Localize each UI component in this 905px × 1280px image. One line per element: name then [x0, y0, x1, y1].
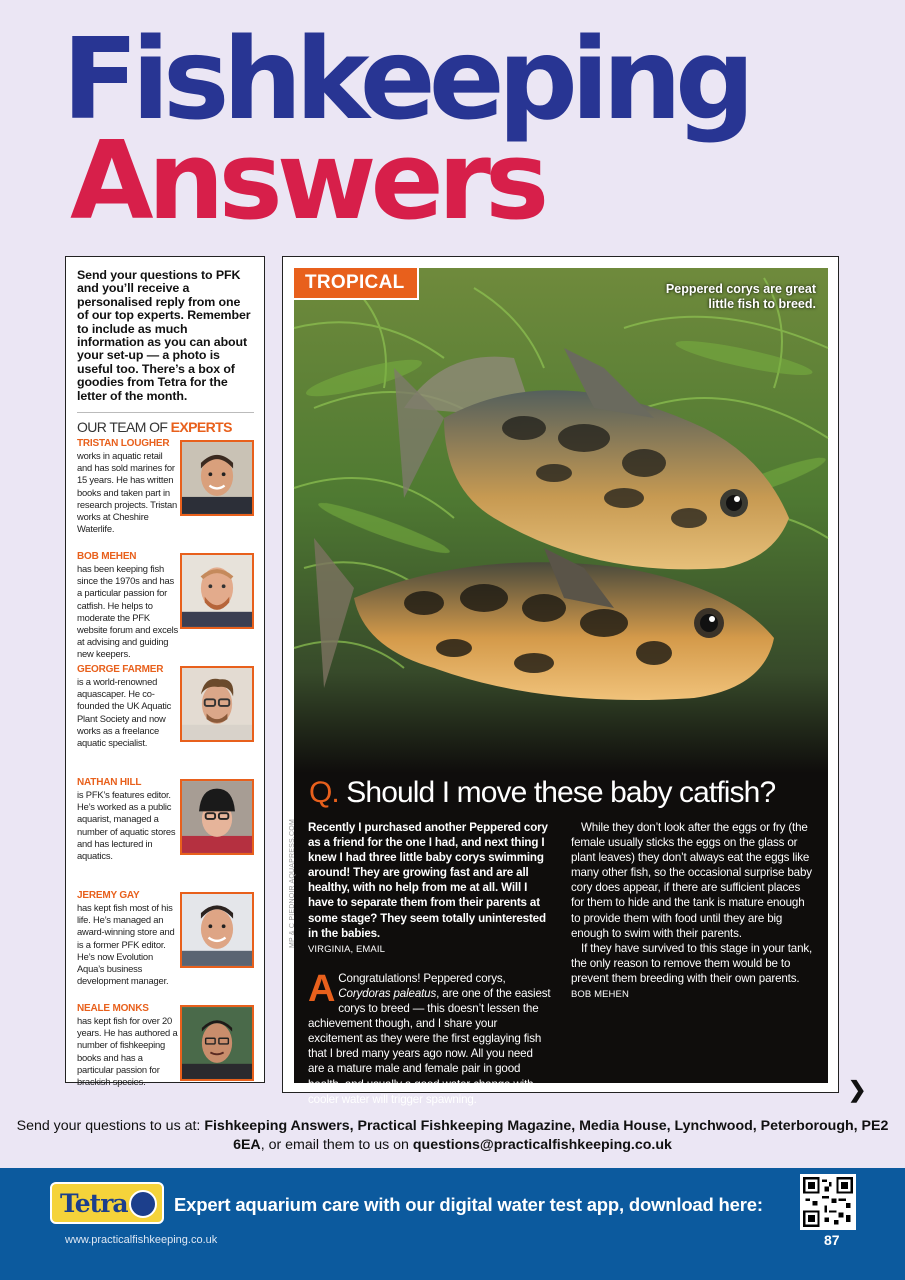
team-heading-prefix: OUR TEAM OF [77, 419, 171, 436]
question-title [309, 776, 775, 810]
answer-author: BOB MEHEN [571, 989, 629, 1001]
photo-caption: Peppered corys are great little fish to breed. [665, 282, 816, 311]
question-q-letter: Q. [309, 776, 339, 809]
expert-card [77, 664, 254, 774]
expert-card [77, 438, 254, 548]
answer-p1-end: , are one of the easiest corys to breed — this doesn’t lessen the achievement though, and I share your excitement as they were the first egglaying fish that I bred many years ago now. All you need are a mature male and female pair in good health, and usually a good water change with cooler water will trigger spawning. [308, 986, 551, 1106]
photo-credit: MP & C PIEDNOIR AQUAPRESS.COM [289, 819, 296, 948]
tetra-banner[interactable] [0, 1168, 905, 1280]
answer-paragraph-1 [308, 967, 552, 1107]
expert-name: NEALE MONKS [77, 1003, 149, 1015]
submission-address [0, 1117, 905, 1155]
article-inner [289, 268, 828, 1106]
corydoras-photo [294, 268, 828, 773]
masthead-title-line2: Answers [70, 119, 544, 244]
expert-bio: has kept fish for over 20 years. He has authored a number of fishkeeping books and has a particular passion for brackish species. [77, 1015, 178, 1088]
article-column-right [571, 820, 815, 1002]
article-panel [282, 256, 839, 1106]
sidebar-intro: Send your questions to PFK and you’ll receive a personalised reply from one of our top experts. Remember to include as much information as you can about your set-up — a photo is useful too. There’s a box of goodies from Tetra for the letter of the month. [77, 268, 251, 403]
expert-photo [180, 666, 254, 742]
expert-photo [180, 779, 254, 855]
expert-card [77, 890, 254, 1000]
footer-email[interactable]: questions@practicalfishkeeping.co.uk [412, 1137, 672, 1153]
page-number: 87 [824, 1232, 840, 1248]
banner-slogan: Expert aquarium care with our digital water test app, download here: [174, 1194, 763, 1215]
team-heading [77, 412, 254, 435]
expert-card [77, 777, 254, 887]
expert-bio: works in aquatic retail and has sold marines for 15 years. He has written books and taken part in research projects. Tristan works at Cheshire Waterlife. [77, 450, 178, 535]
expert-name: NATHAN HILL [77, 777, 142, 789]
expert-bio: has been keeping fish since the 1970s and has a particular passion for catfish. He helps to moderate the PFK website forum and excels at advising and guiding new keepers. [77, 563, 178, 660]
question-title-text: Should I move these baby catfish? [338, 776, 776, 809]
footer-lead: Send your questions to us at: [16, 1118, 205, 1134]
answer-p1-start: Congratulations! Peppered corys, [338, 971, 506, 985]
expert-card [77, 1003, 254, 1113]
answer-paragraph-2: While they don’t look after the eggs or fry (the female usually sticks the eggs on the glass or plant leaves) they don’t always eat the eggs like many other fish, so the occasional surprise baby cory does appear, if there are sufficient places for them to hide and the tank is mature enough to provide them with food until they are big enough to swim with their parents. [571, 821, 812, 940]
team-heading-highlight: EXPERTS [170, 419, 232, 436]
expert-card [77, 551, 254, 661]
answer-species-name: Corydoras paleatus [338, 986, 437, 1000]
qr-code-icon[interactable] [800, 1174, 856, 1230]
masthead-title-line1: Fishkeeping [62, 15, 749, 145]
website-url[interactable]: www.practicalfishkeeping.co.uk [65, 1234, 218, 1246]
expert-bio: has kept fish most of his life. He’s managed an award-winning store and is a former PFK editor. He’s now Evolution Aqua’s business development manager. [77, 902, 175, 987]
expert-bio: is a world-renowned aquascaper. He co-founded the UK Aquatic Plant Society and now works as a freelance aquatic specialist. [77, 676, 172, 749]
expert-name: GEORGE FARMER [77, 664, 164, 676]
footer-address: Fishkeeping Answers, Practical Fishkeeping Magazine, Media House, Lynchwood, Peterborough, PE2 6EA [204, 1118, 889, 1153]
expert-photo [180, 892, 254, 968]
experts-sidebar [65, 256, 265, 1088]
expert-photo [180, 553, 254, 629]
footer-mid: , or email them to us on [260, 1137, 413, 1153]
expert-photo [180, 1005, 254, 1081]
tetra-logo-text: Tetra [60, 1189, 128, 1218]
expert-name: BOB MEHEN [77, 551, 137, 563]
expert-photo [180, 440, 254, 516]
masthead [0, 0, 905, 250]
expert-name: TRISTAN LOUGHER [77, 438, 170, 450]
next-page-arrow-icon[interactable]: ❯ [848, 1077, 867, 1102]
article-column-left [308, 820, 552, 1107]
expert-bio: is PFK’s features editor. He’s worked as a public aquarist, managed a number of aquatic stores and has lectured in aquatics. [77, 789, 176, 862]
category-tag: TROPICAL [294, 268, 419, 300]
tetra-logo [50, 1182, 164, 1224]
answer-paragraph-3: If they have survived to this stage in your tank, the only reason to remove them would be to prevent them breeding with their own parents. [571, 941, 813, 985]
reader-question: Recently I purchased another Peppered cory as a friend for the one I had, and next thing I knew I had three little baby corys swimming around! They are growing fast and are all healthy, with no help from me at all. Will I have to separate them from their parents at some stage? They seem totally uninterested in the babies. [308, 821, 548, 940]
question-asker: VIRGINIA, EMAIL [308, 943, 385, 955]
answer-drop-cap: A [308, 967, 336, 1010]
expert-name: JEREMY GAY [77, 890, 140, 902]
fish-emblem-icon [129, 1190, 157, 1218]
